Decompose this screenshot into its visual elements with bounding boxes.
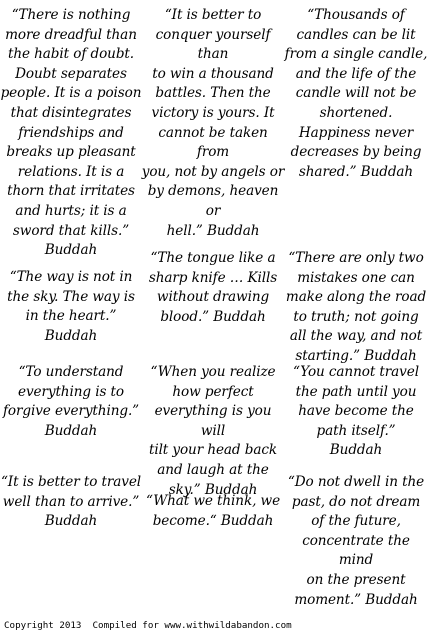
quote-realize: “When you realize how perfect everything is you will tilt your head back and laugh at the sky.” Buddah — [148, 364, 278, 498]
quote-understand: “To understand everything is to forgive everything.” Buddah — [2, 364, 140, 439]
quote-two-mistakes: “There are only two mistakes one can make along the road to truth; not going all the way, and not starting.” Buddah — [285, 250, 427, 364]
quote-doubt: “There is nothing more dreadful than the habit of doubt. Doubt separates people. It is a poison that disintegrates friendships and breaks up pleasant relations. It is a thorn that irritates and hurts; it is a sword that kills.” Buddah — [0, 7, 142, 259]
quote-conquer: “It is better to conquer yourself than to win a thousand battles. Then the victory is yours. It cannot be taken from you, not by angels or by demons, heaven or hell.” Buddah — [141, 7, 285, 239]
quote-think: “What we think, we become.“ Buddah — [145, 493, 281, 529]
quote-candles: “Thousands of candles can be lit from a single candle, and the life of the candle will not be shortened. Happiness never decreases by being shared.” Buddah — [284, 7, 428, 180]
quote-travel: “It is better to travel well than to arrive.” Buddah — [0, 474, 142, 530]
quote-way: “The way is not in the sky. The way is in the heart.” Buddah — [7, 269, 135, 344]
quote-dwell: “Do not dwell in the past, do not dream of the future, concentrate the mind on the present moment.” Buddah — [287, 474, 425, 608]
quote-tongue: “The tongue like a sharp knife … Kills without drawing blood.” Buddah — [148, 250, 278, 325]
copyright-footer: Copyright 2013 Compiled for www.withwildabandon.com — [4, 620, 292, 631]
quote-path: “You cannot travel the path until you have become the path itself.” Buddah — [293, 364, 419, 459]
